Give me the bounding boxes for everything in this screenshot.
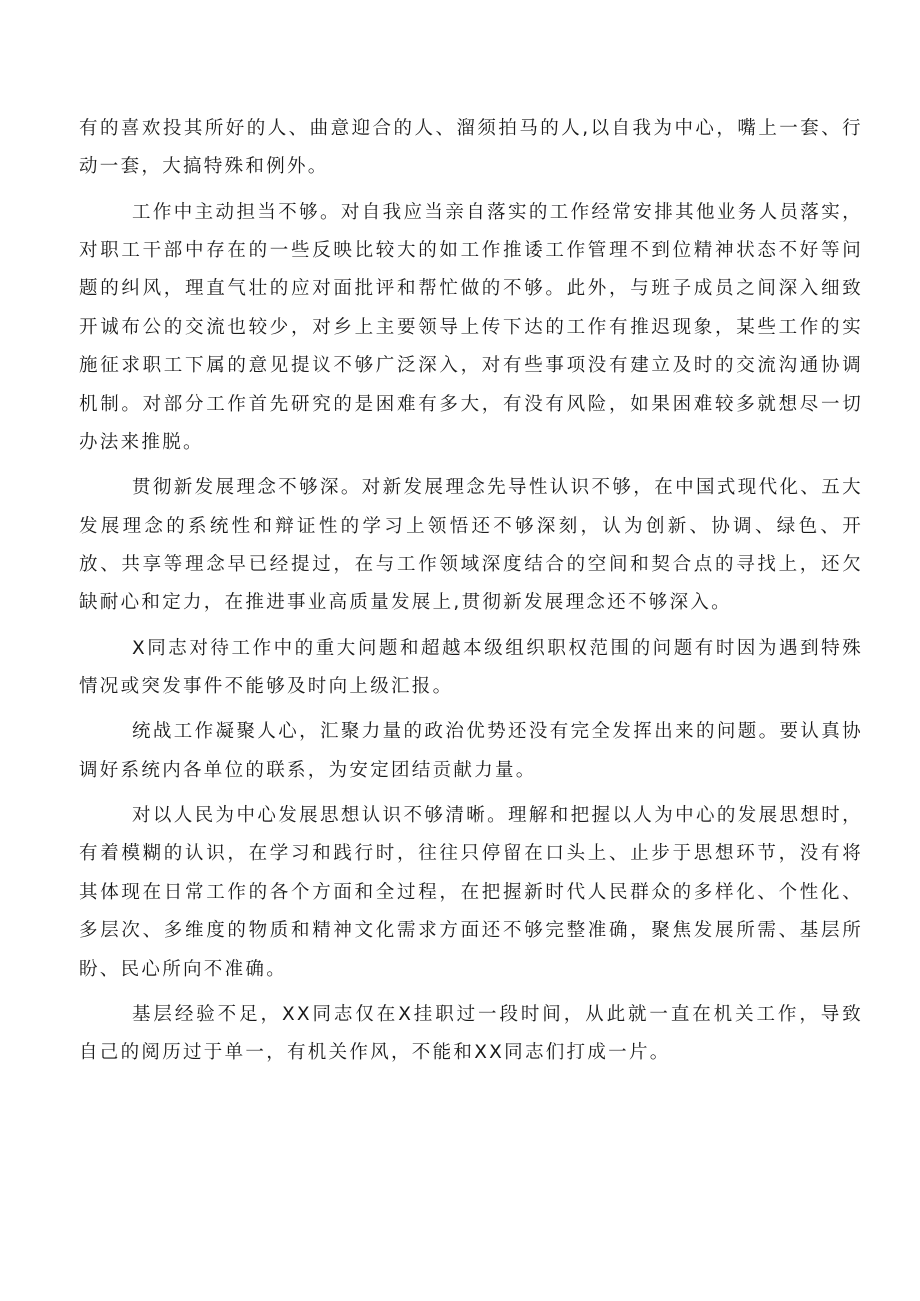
paragraph-5: 统战工作凝聚人心，汇聚力量的政治优势还没有完全发挥出来的问题。要认真协调好系统内各单位的联系，为安定团结贡献力量。: [79, 721, 863, 781]
paragraph-7: 基层经验不足，XX同志仅在X挂职过一段时间，从此就一直在机关工作，导致自己的阅历过于单一，有机关作风，不能和XX同志们打成一片。: [79, 1003, 863, 1064]
document-body: [79, 110, 863, 1079]
paragraph-1: 有的喜欢投其所好的人、曲意迎合的人、溜须拍马的人,以自我为中心，嘴上一套、行动一套，大搞特殊和例外。: [79, 118, 863, 178]
paragraph-3: 贯彻新发展理念不够深。对新发展理念先导性认识不够，在中国式现代化、五大发展理念的系统性和辩证性的学习上领悟还不够深刻，认为创新、协调、绿色、开放、共享等理念早已经提过，在与工作领域深度结合的空间和契合点的寻找上，还欠缺耐心和定力，在推进事业高质量发展上,贯彻新发展理念还不够深入。: [79, 477, 863, 614]
paragraph-6: 对以人民为中心发展思想认识不够清晰。理解和把握以人为中心的发展思想时，有着模糊的认识，在学习和践行时，往往只停留在口头上、止步于思想环节，没有将其体现在日常工作的各个方面和全过程，在把握新时代人民群众的多样化、个性化、多层次、多维度的物质和精神文化需求方面还不够完整准确，聚焦发展所需、基层所盼、民心所向不准确。: [79, 804, 863, 980]
paragraph-4: X同志对待工作中的重大问题和超越本级组织职权范围的问题有时因为遇到特殊情况或突发事件不能够及时向上级汇报。: [79, 637, 863, 698]
paragraph-2: 工作中主动担当不够。对自我应当亲自落实的工作经常安排其他业务人员落实，对职工干部中存在的一些反映比较大的如工作推诿工作管理不到位精神状态不好等问题的纠风，理直气壮的应对面批评和帮忙做的不够。此外，与班子成员之间深入细致开诚布公的交流也较少，对乡上主要领导上传下达的工作有推迟现象，某些工作的实施征求职工下属的意见提议不够广泛深入，对有些事项没有建立及时的交流沟通协调机制。对部分工作首先研究的是困难有多大，有没有风险，如果困难较多就想尽一切办法来推脱。: [79, 201, 863, 454]
